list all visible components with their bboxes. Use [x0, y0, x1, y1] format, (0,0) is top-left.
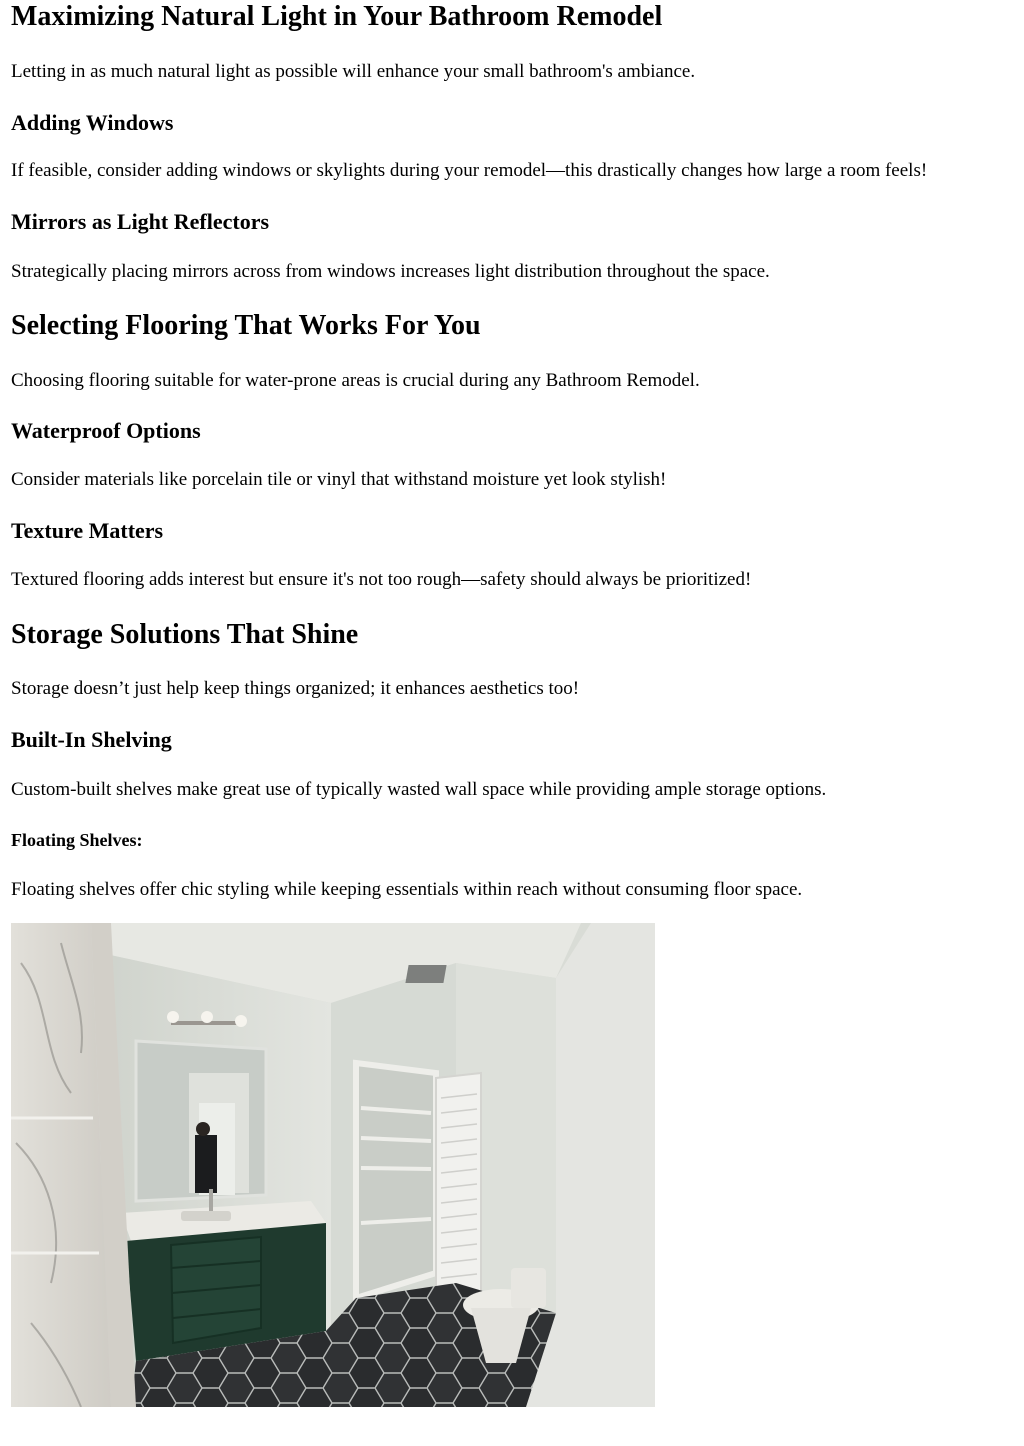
section-heading-natural-light: Maximizing Natural Light in Your Bathroom Remodel — [11, 1, 663, 32]
subheading-mirrors: Mirrors as Light Reflectors — [11, 209, 270, 234]
paragraph-waterproof: Consider materials like porcelain tile or vinyl that withstand moisture yet look stylish! — [11, 469, 667, 490]
bathroom-remodel-photo — [11, 923, 655, 1407]
paragraph-floating-shelves: Floating shelves offer chic styling while keeping essentials within reach without consuming floor space. — [11, 879, 803, 900]
paragraph-mirrors: Strategically placing mirrors across from windows increases light distribution throughout the space. — [11, 261, 770, 282]
section-intro-storage: Storage doesn’t just help keep things organized; it enhances aesthetics too! — [11, 678, 580, 699]
minor-heading-floating-shelves: Floating Shelves: — [11, 830, 143, 850]
paragraph-texture: Textured flooring adds interest but ensure it's not too rough—safety should always be prioritized! — [11, 569, 752, 590]
section-intro-flooring: Choosing flooring suitable for water-prone areas is crucial during any Bathroom Remodel. — [11, 370, 700, 391]
paragraph-built-in-shelving: Custom-built shelves make great use of typically wasted wall space while providing ample storage options. — [11, 779, 827, 800]
subheading-waterproof: Waterproof Options — [11, 418, 201, 443]
paragraph-adding-windows: If feasible, consider adding windows or skylights during your remodel—this drastically changes how large a room feels! — [11, 160, 928, 181]
section-intro-natural-light: Letting in as much natural light as possible will enhance your small bathroom's ambiance. — [11, 61, 696, 82]
subheading-built-in-shelving: Built-In Shelving — [11, 727, 172, 752]
subheading-adding-windows: Adding Windows — [11, 110, 174, 135]
section-heading-storage: Storage Solutions That Shine — [11, 619, 359, 650]
section-heading-flooring: Selecting Flooring That Works For You — [11, 310, 481, 341]
subheading-texture: Texture Matters — [11, 518, 164, 543]
